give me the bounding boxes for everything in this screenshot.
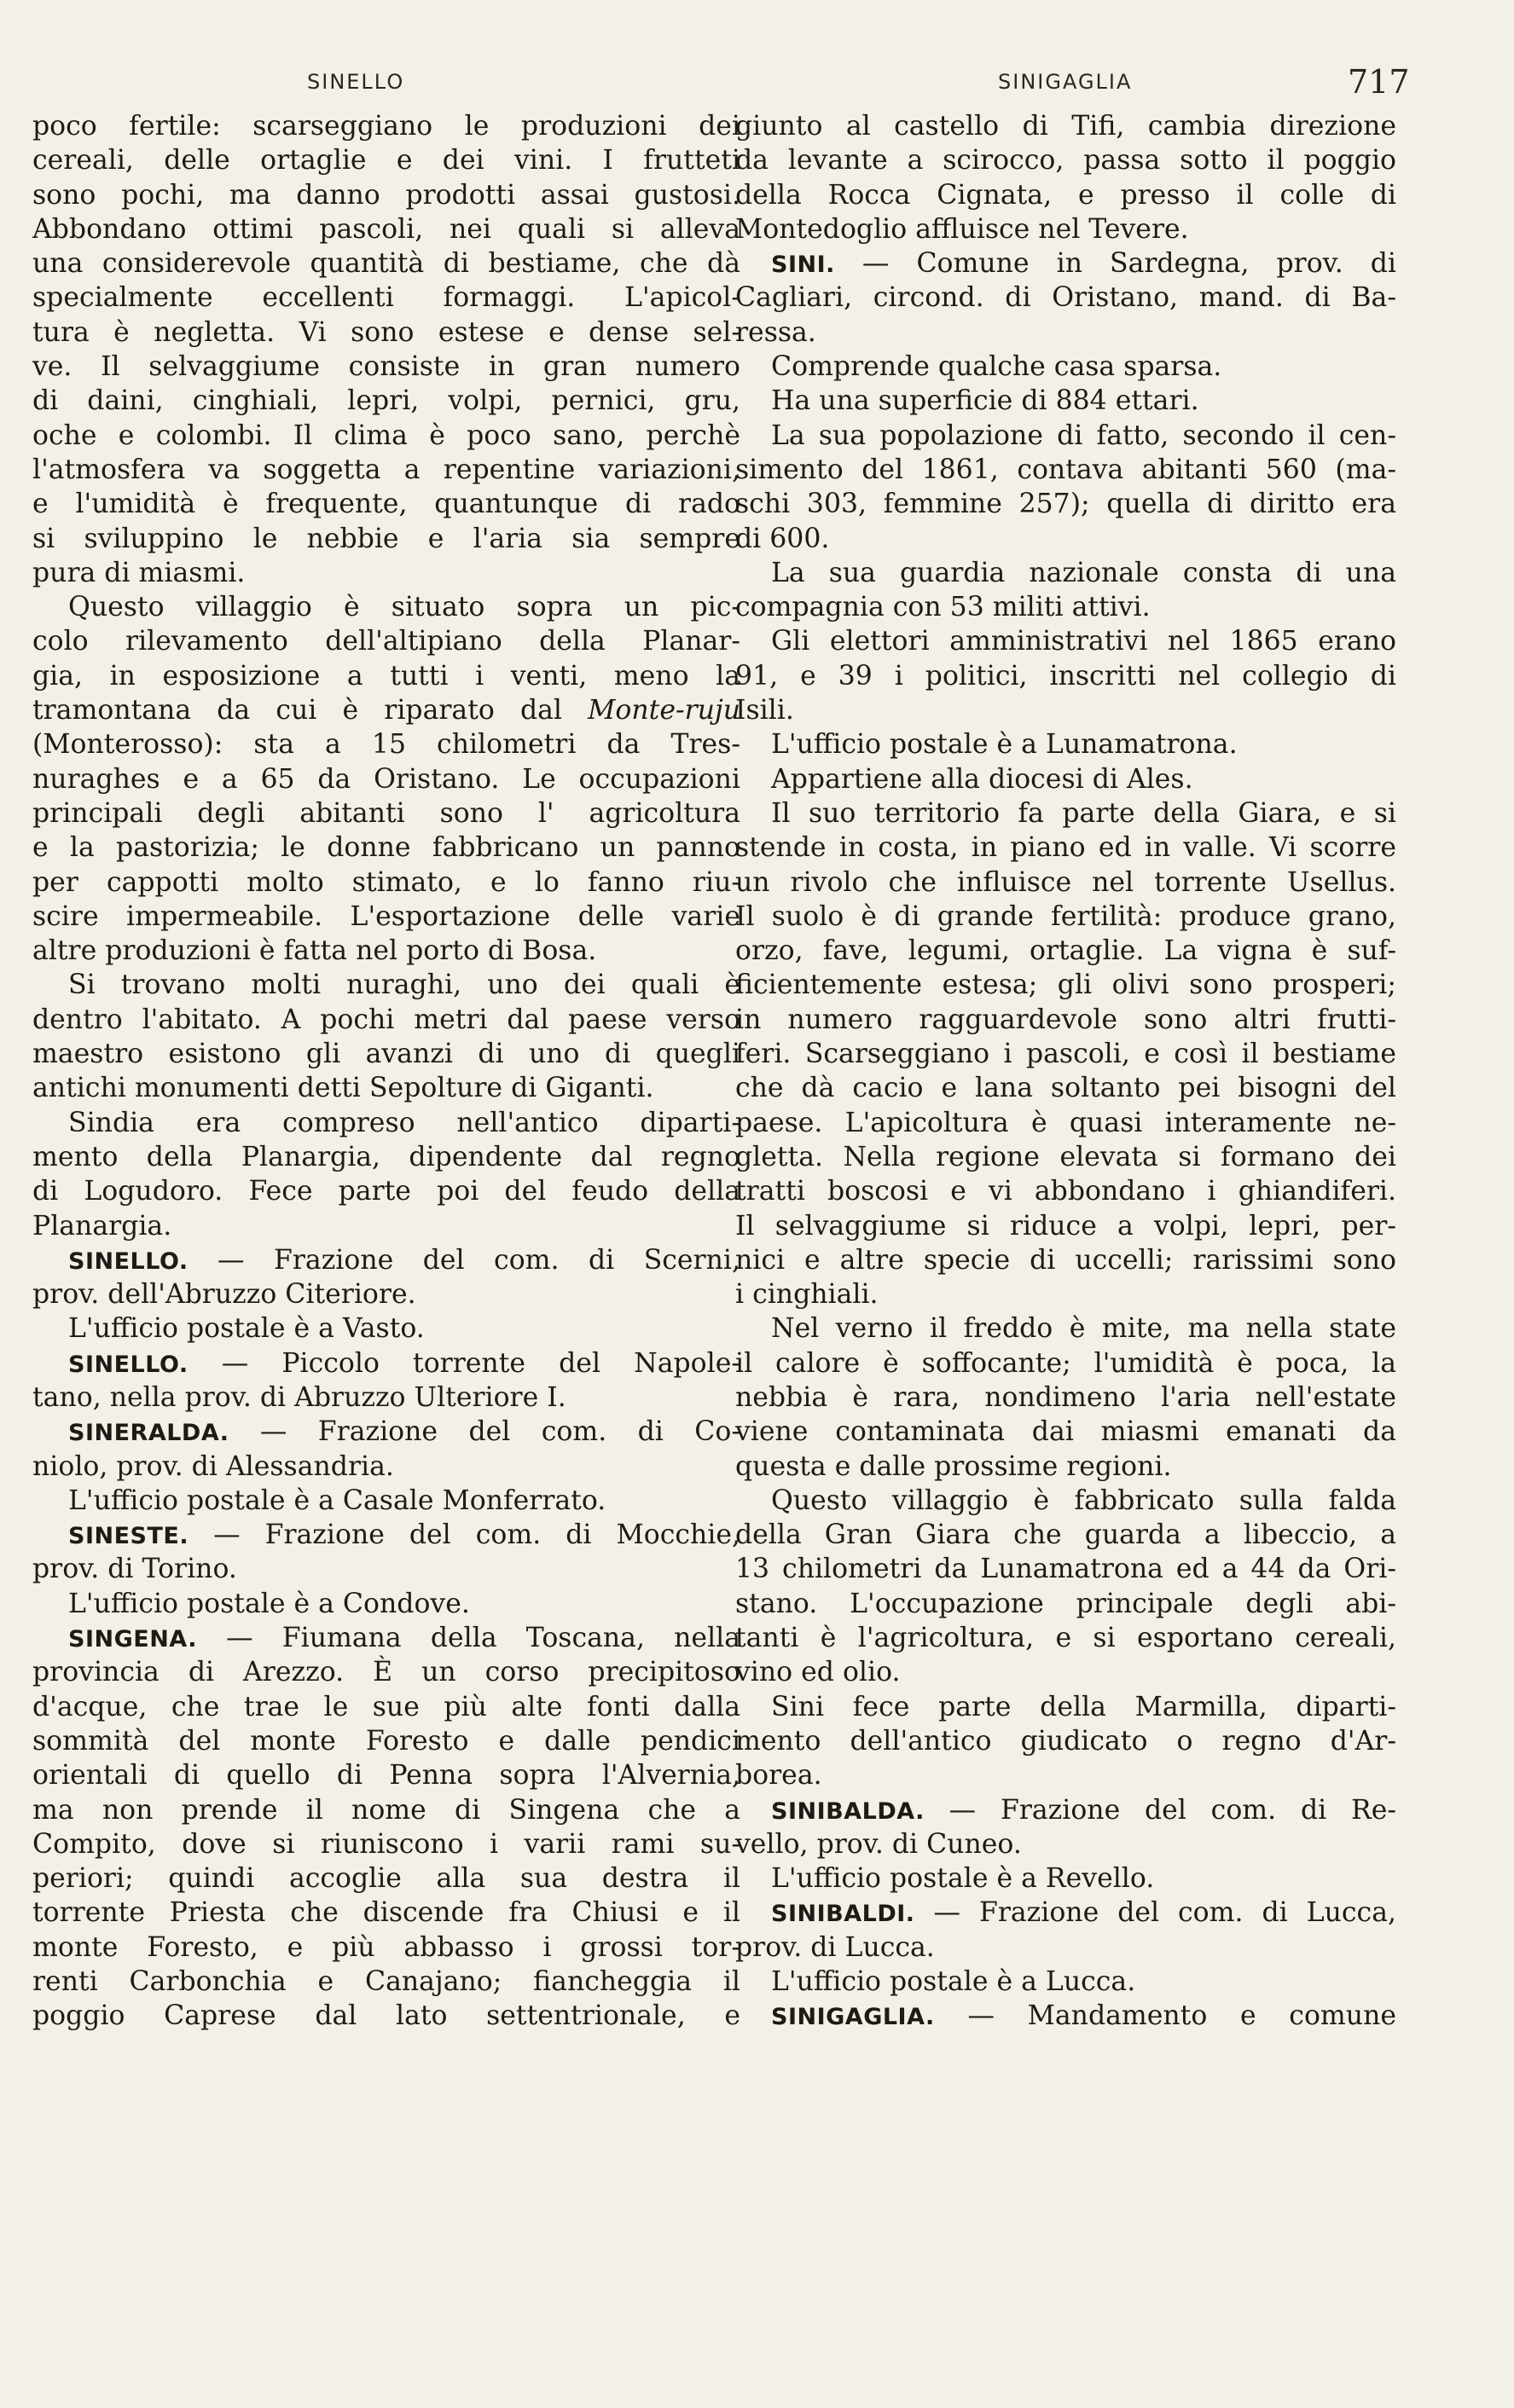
- text-line: [735, 1243, 1396, 1277]
- line-text: per cappotti molto stimato, e lo fanno riu-: [32, 866, 740, 898]
- text-line: [32, 419, 740, 453]
- line-text: L'ufficio postale è a Casale Monferrato.: [68, 1485, 606, 1516]
- line-text: da levante a scirocco, passa sotto il poggio: [735, 145, 1396, 177]
- line-text: L'ufficio postale è a Condove.: [68, 1588, 470, 1619]
- line-text: provincia di Arezzo. È un corso precipitoso: [32, 1657, 740, 1688]
- text-line: [32, 1724, 740, 1758]
- line-text: maestro esistono gli avanzi di uno di quegli: [32, 1039, 740, 1070]
- entry-headword: SINGENA.: [68, 1626, 197, 1653]
- entry-headword: SINI.: [771, 252, 835, 279]
- text-line: [735, 1827, 1396, 1861]
- text-line: [32, 1758, 740, 1792]
- text-line: [32, 281, 740, 315]
- text-line: [32, 1071, 740, 1105]
- text-line: [32, 1003, 740, 1037]
- line-text: — Frazione del com. di Mocchie,: [189, 1519, 740, 1551]
- text-line: [735, 590, 1396, 624]
- line-text: L'ufficio postale è a Lucca.: [771, 1966, 1136, 1998]
- line-text: pura di miasmi.: [32, 557, 246, 588]
- line-text: ficientemente estesa; gli olivi sono prosperi;: [735, 970, 1396, 1001]
- line-text: Sindia era compreso nell'antico diparti-: [68, 1107, 740, 1138]
- line-text: — Frazione del com. di Co-: [229, 1416, 740, 1448]
- text-line: [32, 796, 740, 831]
- text-line: [735, 419, 1396, 453]
- line-text: questa e dalle prossime regioni.: [735, 1450, 1172, 1482]
- line-text: poco fertile: scarseggiano le produzioni dei: [32, 111, 740, 142]
- text-line: [32, 1484, 740, 1518]
- text-line: [735, 1037, 1396, 1071]
- line-text: prov. di Lucca.: [735, 1931, 935, 1963]
- text-line: [32, 1037, 740, 1071]
- text-line: [32, 246, 740, 281]
- line-text: L'ufficio postale è a Revello.: [771, 1863, 1155, 1895]
- text-line: [32, 212, 740, 246]
- line-text: di daini, cinghiali, lepri, volpi, pernici, gru,: [32, 385, 740, 417]
- text-line: [735, 178, 1396, 212]
- text-line: [735, 109, 1396, 143]
- entry-heading-line: [32, 1415, 740, 1449]
- text-line: [735, 1621, 1396, 1655]
- line-text: prov. dell'Abruzzo Citeriore.: [32, 1279, 416, 1311]
- text-line: [735, 1930, 1396, 1965]
- line-text: si sviluppino le nebbie e l'aria sia sempre: [32, 523, 740, 554]
- text-line: [32, 1999, 740, 2033]
- text-line: [735, 1071, 1396, 1105]
- text-line: [735, 624, 1396, 658]
- line-text: specialmente eccellenti formaggi. L'apicol-: [32, 282, 740, 314]
- page-number: 717: [1348, 63, 1410, 101]
- line-text: monte Foresto, e più abbasso i grossi tor-: [32, 1931, 740, 1963]
- line-text: di Logudoro. Fece parte poi del feudo della: [32, 1176, 740, 1207]
- line-text: 13 chilometri da Lunamatrona ed a 44 da Ori-: [735, 1554, 1396, 1585]
- line-text: sommità del monte Foresto e dalle pendici: [32, 1725, 740, 1757]
- entry-headword: SINIBALDI.: [771, 1901, 915, 1928]
- line-text: Montedoglio affluisce nel Tevere.: [735, 213, 1189, 245]
- text-line: [32, 1311, 740, 1346]
- text-line: [32, 1450, 740, 1484]
- text-line: [735, 556, 1396, 590]
- text-line: [32, 1861, 740, 1896]
- text-line: [735, 762, 1396, 796]
- text-line: [735, 1518, 1396, 1552]
- line-text: Cagliari, circond. di Oristano, mand. di Ba-: [735, 282, 1396, 314]
- text-line: [32, 659, 740, 693]
- text-line: [735, 1587, 1396, 1621]
- left-column: [32, 109, 740, 2360]
- text-line: [735, 1758, 1396, 1792]
- text-line: [735, 487, 1396, 521]
- line-text: — Frazione del com. di Scerni,: [188, 1244, 740, 1276]
- text-line: [735, 1690, 1396, 1724]
- line-text: giunto al castello di Tifi, cambia direzione: [735, 111, 1396, 142]
- entry-heading-line: [32, 1346, 740, 1381]
- line-text: Sini fece parte della Marmilla, diparti-: [771, 1691, 1396, 1722]
- line-text: sono pochi, ma danno prodotti assai gustosi.: [32, 179, 740, 211]
- text-line: [32, 727, 740, 761]
- text-line: [735, 1209, 1396, 1243]
- line-text: cereali, delle ortaglie e dei vini. I frutteti: [32, 145, 740, 177]
- line-text: tramontana da cui è riparato dal: [32, 695, 562, 726]
- entry-heading-line: [32, 1621, 740, 1655]
- text-line: [32, 900, 740, 934]
- line-text: gletta. Nella regione elevata si formano dei: [735, 1141, 1396, 1172]
- line-text: niolo, prov. di Alessandria.: [32, 1450, 394, 1482]
- text-line: [735, 453, 1396, 487]
- text-line: [32, 1140, 740, 1174]
- entry-headword: SINELLO.: [68, 1247, 189, 1275]
- text-line: [32, 1209, 740, 1243]
- text-line: [735, 315, 1396, 350]
- text-line: [735, 1415, 1396, 1449]
- running-head-left: SINELLO: [307, 70, 405, 94]
- text-line: [32, 1174, 740, 1208]
- line-text: (Monterosso): sta a 15 chilometri da Tres-: [32, 729, 740, 761]
- line-text: in numero ragguardevole sono altri frutti-: [735, 1004, 1396, 1035]
- text-line: [735, 831, 1396, 865]
- text-line: [32, 1965, 740, 1999]
- text-line: [735, 1965, 1396, 1999]
- text-line: [32, 934, 740, 968]
- text-line: [735, 1174, 1396, 1208]
- line-text: ve. Il selvaggiume consiste in gran numero: [32, 351, 740, 383]
- line-text: paese. L'apicoltura è quasi interamente ne-: [735, 1107, 1396, 1138]
- line-text: poggio Caprese dal lato settentrionale, e: [32, 2000, 740, 2032]
- line-text: stende in costa, in piano ed in valle. Vi scorre: [735, 832, 1396, 864]
- text-line: [32, 624, 740, 658]
- entry-heading-line: [32, 1243, 740, 1277]
- text-line: [735, 281, 1396, 315]
- line-text: tanti è l'agricoltura, e si esportano cereali,: [735, 1623, 1396, 1654]
- line-text: — Mandamento e comune: [934, 2000, 1396, 2032]
- line-text: d'acque, che trae le sue più alte fonti dalla: [32, 1691, 740, 1722]
- text-line: [32, 1690, 740, 1724]
- line-text: simento del 1861, contava abitanti 560 (ma-: [735, 454, 1396, 485]
- line-text: renti Carbonchia e Canajano; fiancheggia il: [32, 1966, 740, 1998]
- line-text: di 600.: [735, 523, 830, 554]
- text-line: [735, 727, 1396, 761]
- line-text: principali degli abitanti sono l' agricoltura: [32, 797, 740, 829]
- text-line: [735, 1277, 1396, 1311]
- text-line: [32, 1106, 740, 1140]
- line-text: Nel verno il freddo è mite, ma nella state: [771, 1313, 1396, 1345]
- text-line: [32, 1827, 740, 1861]
- line-text: mento dell'antico giudicato o regno d'Ar-: [735, 1725, 1396, 1757]
- line-text: L'ufficio postale è a Lunamatrona.: [771, 729, 1238, 761]
- text-line: [735, 212, 1396, 246]
- line-text: Si trovano molti nuraghi, uno dei quali è: [68, 970, 740, 1001]
- text-line: [735, 1346, 1396, 1381]
- line-text: tratti boscosi e vi abbondano i ghiandiferi.: [735, 1176, 1396, 1207]
- entry-headword: SINELLO.: [68, 1351, 189, 1378]
- line-text: che dà cacio e lana soltanto pei bisogni del: [735, 1073, 1396, 1104]
- text-line: [32, 143, 740, 177]
- line-text: L'ufficio postale è a Vasto.: [68, 1313, 425, 1345]
- line-text: periori; quindi accoglie alla sua destra il: [32, 1863, 740, 1895]
- line-text: compagnia con 53 militi attivi.: [735, 592, 1151, 623]
- text-line: [735, 1381, 1396, 1415]
- line-text: un rivolo che influisce nel torrente Usellus.: [735, 866, 1396, 898]
- line-text: viene contaminata dai miasmi emanati da: [735, 1416, 1396, 1448]
- line-text: — Piccolo torrente del Napole-: [188, 1347, 740, 1379]
- entry-heading-line: [735, 246, 1396, 281]
- line-text: Questo villaggio è situato sopra un pic-: [68, 592, 740, 623]
- text-line: [735, 1861, 1396, 1896]
- text-line: [735, 1140, 1396, 1174]
- line-text: — Comune in Sardegna, prov. di: [834, 248, 1396, 280]
- line-text: 91, e 39 i politici, inscritti nel collegio di: [735, 660, 1396, 692]
- text-line: [32, 178, 740, 212]
- text-line: [32, 865, 740, 900]
- line-text: Abbondano ottimi pascoli, nei quali si alleva: [32, 213, 740, 245]
- text-line: [32, 1793, 740, 1827]
- line-text: e la pastorizia; le donne fabbricano un panno: [32, 832, 740, 864]
- line-text: Compito, dove si riuniscono i varii rami su-: [32, 1828, 740, 1860]
- text-line: [32, 831, 740, 865]
- text-line: [32, 1552, 740, 1586]
- text-line: [32, 1655, 740, 1689]
- line-text: Ha una superficie di 884 ettari.: [771, 385, 1199, 417]
- entry-headword: SINERALDA.: [68, 1420, 229, 1447]
- line-text: Il selvaggiume si riduce a volpi, lepri, per-: [735, 1210, 1396, 1242]
- text-line: [735, 1003, 1396, 1037]
- right-column: [735, 109, 1396, 2360]
- text-line: [735, 900, 1396, 934]
- text-line: [32, 350, 740, 384]
- text-line: [32, 556, 740, 590]
- line-text: orzo, fave, legumi, ortaglie. La vigna è suf-: [735, 935, 1396, 967]
- text-line: [735, 1311, 1396, 1346]
- text-line: [735, 796, 1396, 831]
- line-text: stano. L'occupazione principale degli abi-: [735, 1588, 1396, 1619]
- text-line: [32, 315, 740, 350]
- line-text: ressa.: [735, 316, 816, 348]
- entry-headword: SINIBALDA.: [771, 1797, 925, 1825]
- entry-heading-line: [735, 1999, 1396, 2033]
- line-text: mento della Planargia, dipendente dal regno: [32, 1141, 740, 1172]
- line-text: La sua popolazione di fatto, secondo il cen-: [771, 420, 1396, 451]
- line-text: schi 303, femmine 257); quella di diritto era: [735, 489, 1396, 520]
- line-text: Questo villaggio è fabbricato sulla falda: [771, 1485, 1396, 1516]
- text-line: [735, 1552, 1396, 1586]
- text-line: [32, 693, 740, 727]
- italic-place-name: Monte-ruju: [588, 695, 740, 726]
- line-text: antichi monumenti detti Sepolture di Giganti.: [32, 1073, 654, 1104]
- line-text: dentro l'abitato. A pochi metri dal paese verso: [32, 1004, 740, 1035]
- text-line: [735, 865, 1396, 900]
- line-text: oche e colombi. Il clima è poco sano, perchè: [32, 420, 740, 451]
- entry-heading-line: [735, 1896, 1396, 1930]
- line-text: vino ed olio.: [735, 1657, 901, 1688]
- entry-heading-line: [32, 1518, 740, 1552]
- text-line: [735, 1724, 1396, 1758]
- line-text: nuraghes e a 65 da Oristano. Le occupazioni: [32, 763, 740, 795]
- text-line: [735, 143, 1396, 177]
- line-text: Il suolo è di grande fertilità: produce grano,: [735, 900, 1396, 932]
- entry-headword: SINIGAGLIA.: [771, 2004, 935, 2031]
- line-text: — Frazione del com. di Lucca,: [914, 1897, 1396, 1929]
- text-line: [735, 1484, 1396, 1518]
- line-text: Isili.: [735, 695, 794, 726]
- line-text: nebbia è rara, nondimeno l'aria nell'estate: [735, 1381, 1396, 1413]
- line-text: — Frazione del com. di Re-: [924, 1794, 1396, 1826]
- text-line: [735, 1655, 1396, 1689]
- text-line: [735, 1450, 1396, 1484]
- line-text: una considerevole quantità di bestiame, che dà: [32, 248, 740, 280]
- line-text: — Fiumana della Toscana, nella: [196, 1623, 740, 1654]
- line-text: della Gran Giara che guarda a libeccio, a: [735, 1519, 1396, 1551]
- line-text: Comprende qualche casa sparsa.: [771, 351, 1222, 383]
- line-text: l'atmosfera va soggetta a repentine variazioni,: [32, 454, 740, 485]
- text-line: [735, 350, 1396, 384]
- text-line: [32, 1381, 740, 1415]
- text-line: [735, 1106, 1396, 1140]
- text-line: [32, 590, 740, 624]
- text-line: [735, 693, 1396, 727]
- text-line: [32, 453, 740, 487]
- line-text: altre produzioni è fatta nel porto di Bosa.: [32, 935, 597, 967]
- text-line: [32, 1587, 740, 1621]
- line-text: i cinghiali.: [735, 1279, 879, 1311]
- text-line: [32, 384, 740, 418]
- line-text: Gli elettori amministrativi nel 1865 erano: [771, 626, 1396, 657]
- text-line: [32, 1277, 740, 1311]
- line-text: Il suo territorio fa parte della Giara, e si: [771, 797, 1396, 829]
- line-text: Planargia.: [32, 1210, 172, 1242]
- line-text: e l'umidità è frequente, quantunque di rado: [32, 489, 740, 520]
- line-text: gia, in esposizione a tutti i venti, meno la: [32, 660, 740, 692]
- line-text: il calore è soffocante; l'umidità è poca, la: [735, 1347, 1396, 1379]
- text-line: [32, 1896, 740, 1930]
- line-text: tano, nella prov. di Abruzzo Ulteriore I.: [32, 1381, 566, 1413]
- line-text: Appartiene alla diocesi di Ales.: [771, 763, 1193, 795]
- entry-heading-line: [735, 1793, 1396, 1827]
- line-text: torrente Priesta che discende fra Chiusi e il: [32, 1897, 740, 1929]
- line-text: nici e altre specie di uccelli; rarissimi sono: [735, 1244, 1396, 1276]
- line-text: colo rilevamento dell'altipiano della Planar-: [32, 626, 740, 657]
- text-line: [32, 522, 740, 556]
- line-text: La sua guardia nazionale consta di una: [771, 557, 1396, 588]
- text-line: [32, 487, 740, 521]
- text-line: [735, 968, 1396, 1002]
- entry-headword: SINESTE.: [68, 1523, 189, 1550]
- text-line: [735, 934, 1396, 968]
- line-text: tura è negletta. Vi sono estese e dense sel-: [32, 316, 740, 348]
- text-line: [32, 1930, 740, 1965]
- line-text: scire impermeabile. L'esportazione delle varie: [32, 900, 740, 932]
- text-line: [735, 522, 1396, 556]
- line-text: vello, prov. di Cuneo.: [735, 1828, 1022, 1860]
- line-text: della Rocca Cignata, e presso il colle di: [735, 179, 1396, 211]
- text-line: [735, 384, 1396, 418]
- line-text: prov. di Torino.: [32, 1554, 237, 1585]
- line-text: borea.: [735, 1760, 822, 1792]
- text-line: [32, 968, 740, 1002]
- text-line: [32, 109, 740, 143]
- line-text: ma non prende il nome di Singena che a: [32, 1794, 740, 1826]
- text-line: [32, 762, 740, 796]
- line-text: orientali di quello di Penna sopra l'Alvernia,: [32, 1760, 740, 1792]
- running-head-right: SINIGAGLIA: [998, 70, 1133, 94]
- text-line: [735, 659, 1396, 693]
- line-text: feri. Scarseggiano i pascoli, e così il bestiame: [735, 1039, 1396, 1070]
